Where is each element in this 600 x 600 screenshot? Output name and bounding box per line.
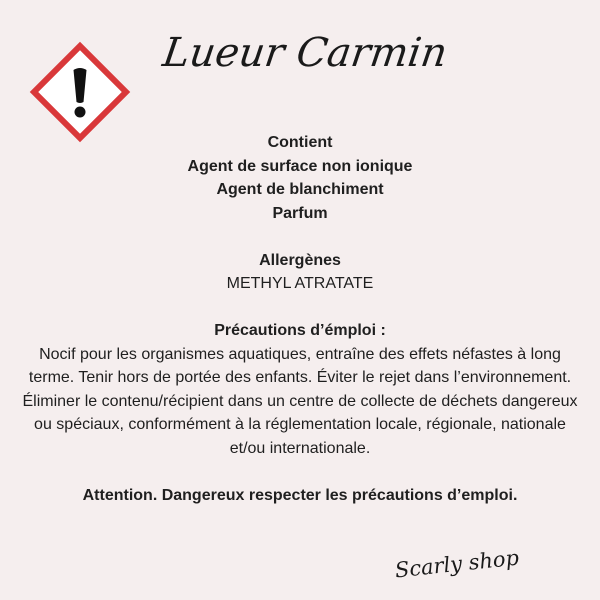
contains-heading: Contient [267, 134, 333, 151]
shop-signature [395, 535, 520, 590]
contains-item: Agent de surface non ionique [187, 157, 413, 175]
precautions-heading: Précautions d’émploi : [214, 322, 386, 339]
precautions-text: Nocif pour les organismes aquatiques, entraîne des effets néfastes à long terme. Tenir hors de portée des enfants. Éviter le rejet dans l’environnement. Éliminer le contenu/récipient dans un centre de collecte de déchets dangereux ou spéciaux, conformément à la réglementation locale, régionale, nationale et/ou internationale. [22, 345, 578, 457]
allergens-heading: Allergènes [259, 251, 341, 269]
product-label-text [20, 131, 580, 507]
hazard-exclamation-icon [30, 42, 130, 142]
contains-item: Parfum [272, 204, 328, 222]
brand-name: Lueur Carmin [159, 30, 451, 76]
signature-text: Scarly shop [393, 545, 520, 583]
allergens-value: METHYL ATRATATE [226, 275, 374, 292]
warning-text: Attention. Dangereux respecter les précautions d’emploi. [82, 486, 518, 504]
brand-logo [159, 8, 451, 88]
contains-item: Agent de blanchiment [216, 181, 384, 198]
